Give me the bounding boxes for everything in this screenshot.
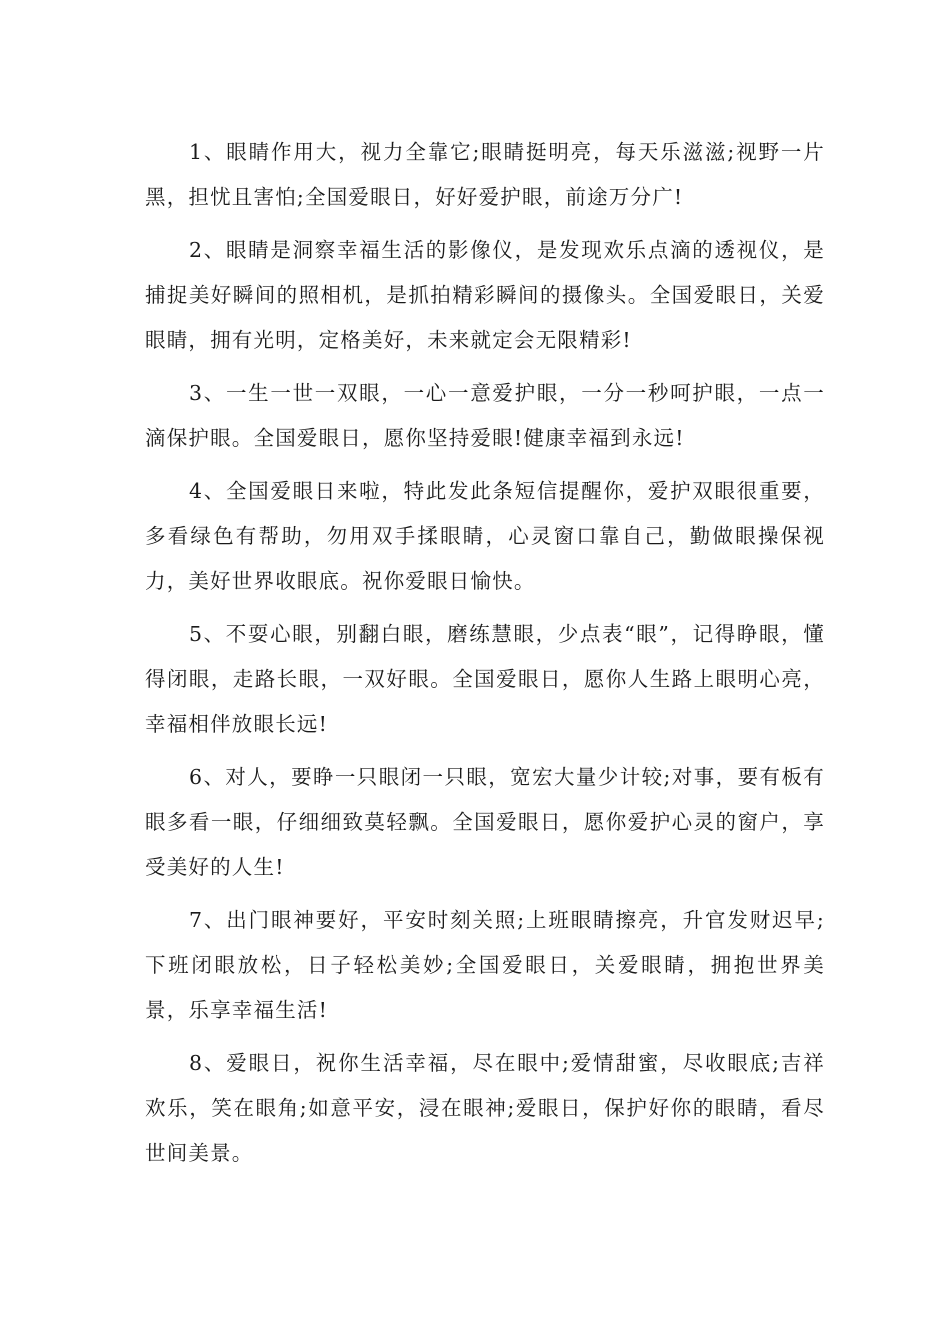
paragraph-8: 8、爱眼日，祝你生活幸福，尽在眼中;爱情甜蜜，尽收眼底;吉祥欢乐，笑在眼角;如意平安，浸在眼神;爱眼日，保护好你的眼睛，看尽世间美景。 [145, 1051, 825, 1165]
paragraph-3: 3、一生一世一双眼，一心一意爱护眼，一分一秒呵护眼，一点一滴保护眼。全国爱眼日，愿你坚持爱眼!健康幸福到永远! [145, 381, 825, 450]
document-body [145, 130, 825, 1184]
paragraph-6: 6、对人，要睁一只眼闭一只眼，宽宏大量少计较;对事，要有板有眼多看一眼，仔细细致莫轻飘。全国爱眼日，愿你爱护心灵的窗户，享受美好的人生! [145, 765, 825, 879]
paragraph-5: 5、不耍心眼，别翻白眼，磨练慧眼，少点表“眼”，记得睁眼，懂得闭眼，走路长眼，一双好眼。全国爱眼日，愿你人生路上眼明心亮，幸福相伴放眼长远! [145, 622, 825, 736]
paragraph-7: 7、出门眼神要好，平安时刻关照;上班眼睛擦亮，升官发财迟早;下班闭眼放松，日子轻松美妙;全国爱眼日，关爱眼睛，拥抱世界美景，乐享幸福生活! [145, 908, 825, 1022]
paragraph-2: 2、眼睛是洞察幸福生活的影像仪，是发现欢乐点滴的透视仪，是捕捉美好瞬间的照相机，是抓拍精彩瞬间的摄像头。全国爱眼日，关爱眼睛，拥有光明，定格美好，未来就定会无限精彩! [145, 238, 825, 352]
paragraph-1: 1、眼睛作用大，视力全靠它;眼睛挺明亮，每天乐滋滋;视野一片黑，担忧且害怕;全国爱眼日，好好爱护眼，前途万分广! [145, 140, 825, 209]
paragraph-4: 4、全国爱眼日来啦，特此发此条短信提醒你，爱护双眼很重要，多看绿色有帮助，勿用双手揉眼睛，心灵窗口靠自己，勤做眼操保视力，美好世界收眼底。祝你爱眼日愉快。 [145, 479, 825, 593]
